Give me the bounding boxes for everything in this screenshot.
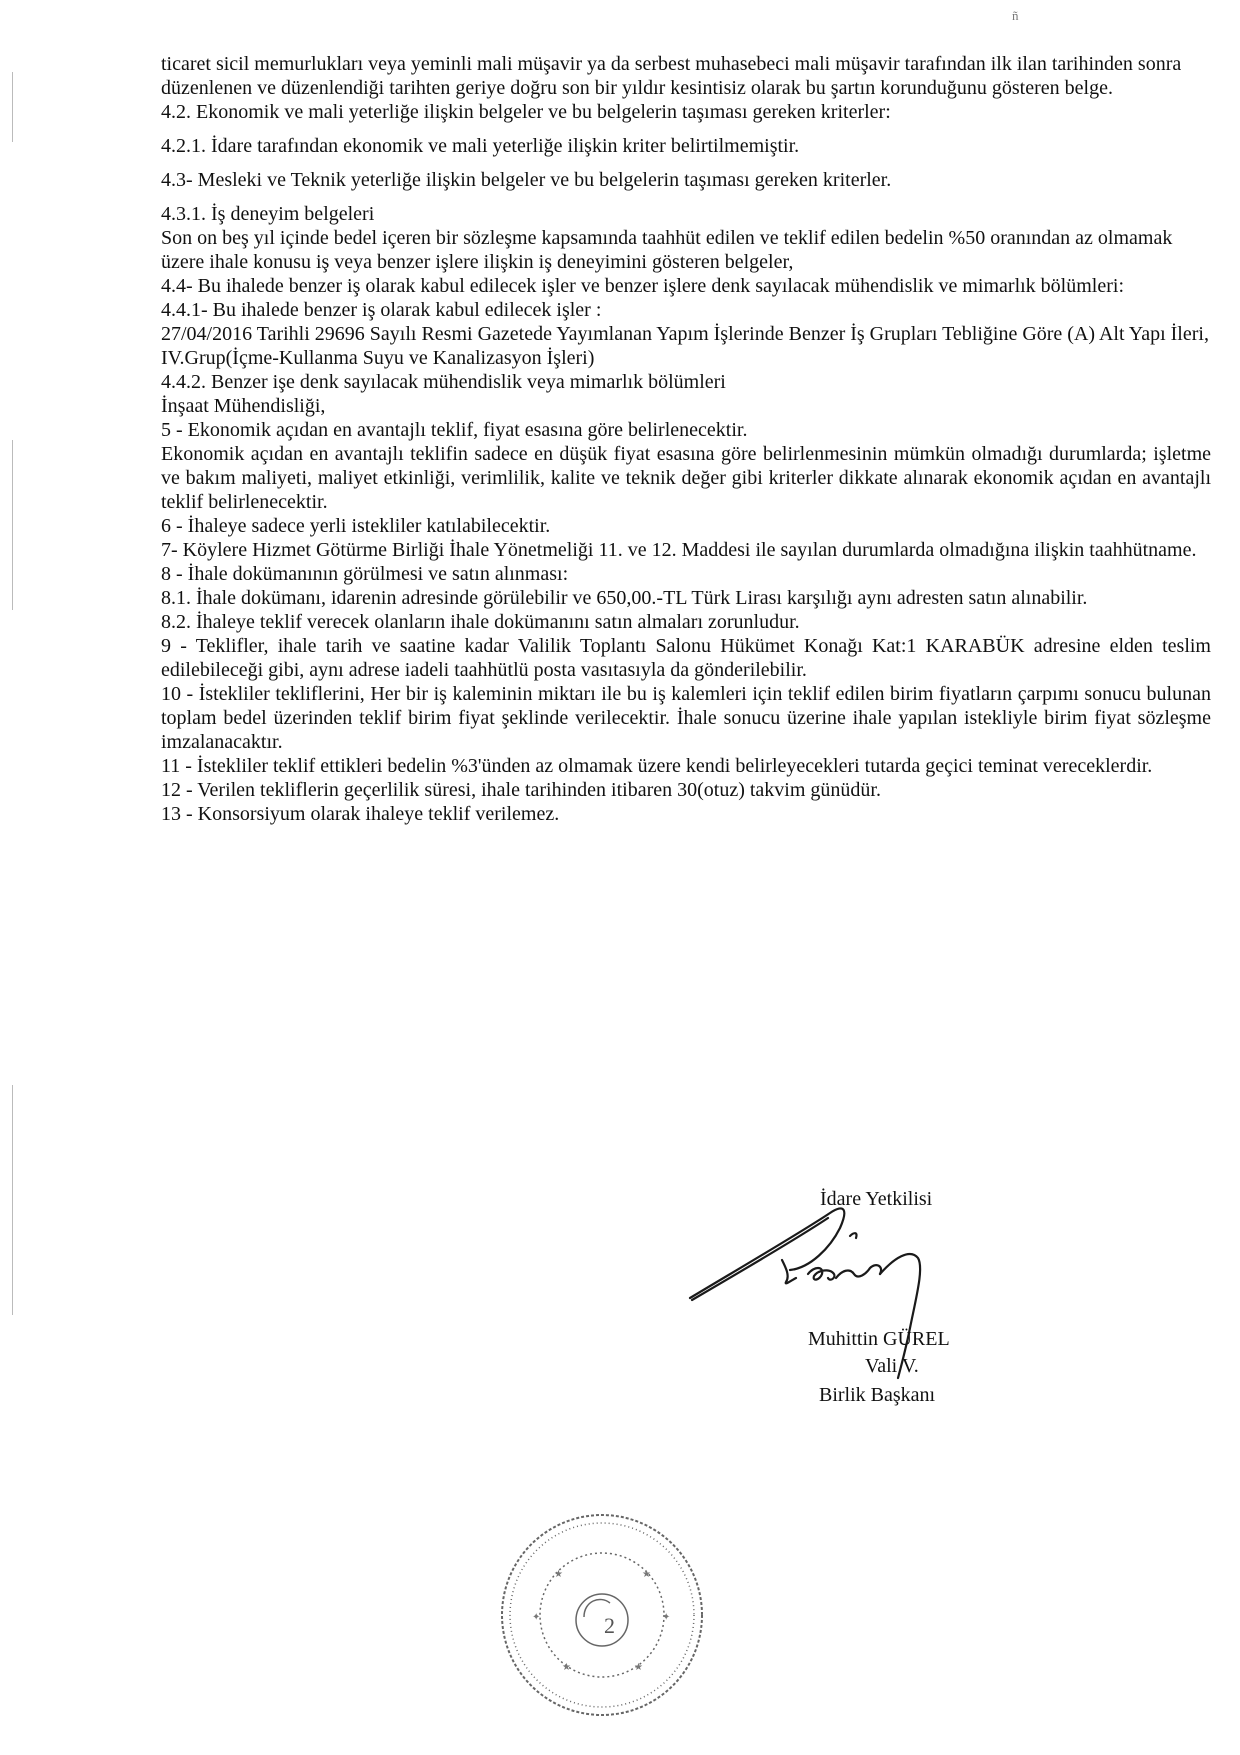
svg-text:★: ★ <box>634 1662 643 1673</box>
item-12-validity-period: 12 - Verilen tekliflerin geçerlilik süresi, ihale tarihinden itibaren 30(otuz) takvim günüdür. <box>161 779 881 801</box>
signature-heading: İdare Yetkilisi <box>820 1188 933 1210</box>
paragraph-advantage-criteria: Ekonomik açıdan en avantajlı teklifin sadece en düşük fiyat esasına göre belirlenmesinin mümkün olmadığı durumlarda; işletme ve bakım maliyeti, maliyet etkinliği, verimlilik, kalite ve teknik değer gibi kriterler dikkate alınarak ekonomik açıdan en avantajlı teklif belirlenecektir. <box>161 443 1211 513</box>
item-10-unit-price-offers: 10 - İstekliler tekliflerini, Her bir iş kaleminin miktarı ile bu iş kalemleri için teklif edilen birim fiyatların çarpımı sonucu bulunan toplam bedel üzerinden teklif birim fiyat şeklinde verilecektir. İhale sonucu üzerine ihale yapılan istekliyle birim fiyat sözleşme imzalanacaktır. <box>161 683 1211 753</box>
svg-text:✦: ✦ <box>532 1612 541 1623</box>
document-body <box>161 52 1211 826</box>
heading-4-4: 4.4- Bu ihalede benzer iş olarak kabul edilecek işler ve benzer işlere denk sayılacak mühendislik ve mimarlık bölümleri: <box>161 275 1124 297</box>
signatory-title-2: Birlik Başkanı <box>819 1384 936 1406</box>
heading-4-3-1: 4.3.1. İş deneyim belgeleri <box>161 203 375 225</box>
paragraph-similar-work-groups: 27/04/2016 Tarihli 29696 Sayılı Resmi Gazetede Yayımlanan Yapım İşlerinde Benzer İş Grupları Tebliğine Göre (A) Alt Yapı İleri, IV.Grup(İçme-Kullanma Suyu ve Kanalizasyon İşleri) <box>161 323 1209 369</box>
item-11-temporary-guarantee: 11 - İstekliler teklif ettikleri bedelin %3'ünden az olmamak üzere kendi belirleyecekleri tutarda geçici teminat vereceklerdir. <box>161 755 1153 777</box>
paragraph-4-2-1: 4.2.1. İdare tarafından ekonomik ve mali yeterliğe ilişkin kriter belirtilmemiştir. <box>161 135 800 157</box>
item-9-offer-delivery: 9 - Teklifler, ihale tarih ve saatine kadar Valilik Toplantı Salonu Hükümet Konağı Kat:1 KARABÜK adresine elden teslim edilebileceği gibi, aynı adrese iadeli taahhütlü posta vasıtasıyla da gönderilebilir. <box>161 635 1211 681</box>
heading-4-3: 4.3- Mesleki ve Teknik yeterliğe ilişkin belgeler ve bu belgelerin taşıması gereken kriterler. <box>161 169 892 191</box>
paragraph-work-experience: Son on beş yıl içinde bedel içeren bir sözleşme kapsamında taahhüt edilen ve teklif edilen bedelin %50 oranından az olmamak üzere ihale konusu iş veya benzer işlere ilişkin iş deneyimini gösteren belgeler, <box>161 227 1173 273</box>
item-5-most-advantageous-offer: 5 - Ekonomik açıdan en avantajlı teklif, fiyat esasına göre belirlenecektir. <box>161 419 748 441</box>
item-6-domestic-bidders: 6 - İhaleye sadece yerli istekliler katılabilecektir. <box>161 515 551 537</box>
signature-block <box>680 1188 1100 1448</box>
svg-text:✦: ✦ <box>662 1612 671 1623</box>
handwritten-signature <box>680 1188 1100 1448</box>
heading-4-4-2: 4.4.2. Benzer işe denk sayılacak mühendislik veya mimarlık bölümleri <box>161 371 726 393</box>
item-7-undertaking: 7- Köylere Hizmet Götürme Birliği İhale Yönetmeliği 11. ve 12. Maddesi ile sayılan durumlarda olmadığına ilişkin taahhütname. <box>161 539 1197 561</box>
heading-4-2: 4.2. Ekonomik ve mali yeterliğe ilişkin belgeler ve bu belgelerin taşıması gereken kriterler: <box>161 101 891 123</box>
page-corner-mark: ñ <box>1012 8 1019 23</box>
item-8-2-purchase-required: 8.2. İhaleye teklif verecek olanların ihale dokümanını satın almaları zorunludur. <box>161 611 800 633</box>
signatory-name: Muhittin GÜREL <box>808 1328 950 1350</box>
heading-4-4-1: 4.4.1- Bu ihalede benzer iş olarak kabul edilecek işler : <box>161 299 602 321</box>
item-8-tender-document: 8 - İhale dokümanının görülmesi ve satın alınması: <box>161 563 569 585</box>
signatory-title-1: Vali V. <box>865 1355 919 1377</box>
official-seal <box>492 1505 712 1725</box>
svg-text:★: ★ <box>554 1569 563 1580</box>
svg-text:★: ★ <box>642 1569 651 1580</box>
paragraph-commercial-registry: ticaret sicil memurlukları veya yeminli mali müşavir ya da serbest muhasebeci mali müşavir tarafından ilk ilan tarihinden sonra düzenlenen ve düzenlendiği tarihten geriye doğru son bir yıldır kesintisiz olarak bu şartın korunduğunu gösteren belge. <box>161 53 1182 99</box>
paragraph-civil-engineering: İnşaat Mühendisliği, <box>161 395 326 417</box>
seal-center-number: 2 <box>604 1613 615 1638</box>
item-13-consortium: 13 - Konsorsiyum olarak ihaleye teklif verilemez. <box>161 803 560 825</box>
svg-text:★: ★ <box>562 1662 571 1673</box>
item-8-1-document-price: 8.1. İhale dokümanı, idarenin adresinde görülebilir ve 650,00.-TL Türk Lirası karşılığı aynı adresten satın alınabilir. <box>161 587 1088 609</box>
